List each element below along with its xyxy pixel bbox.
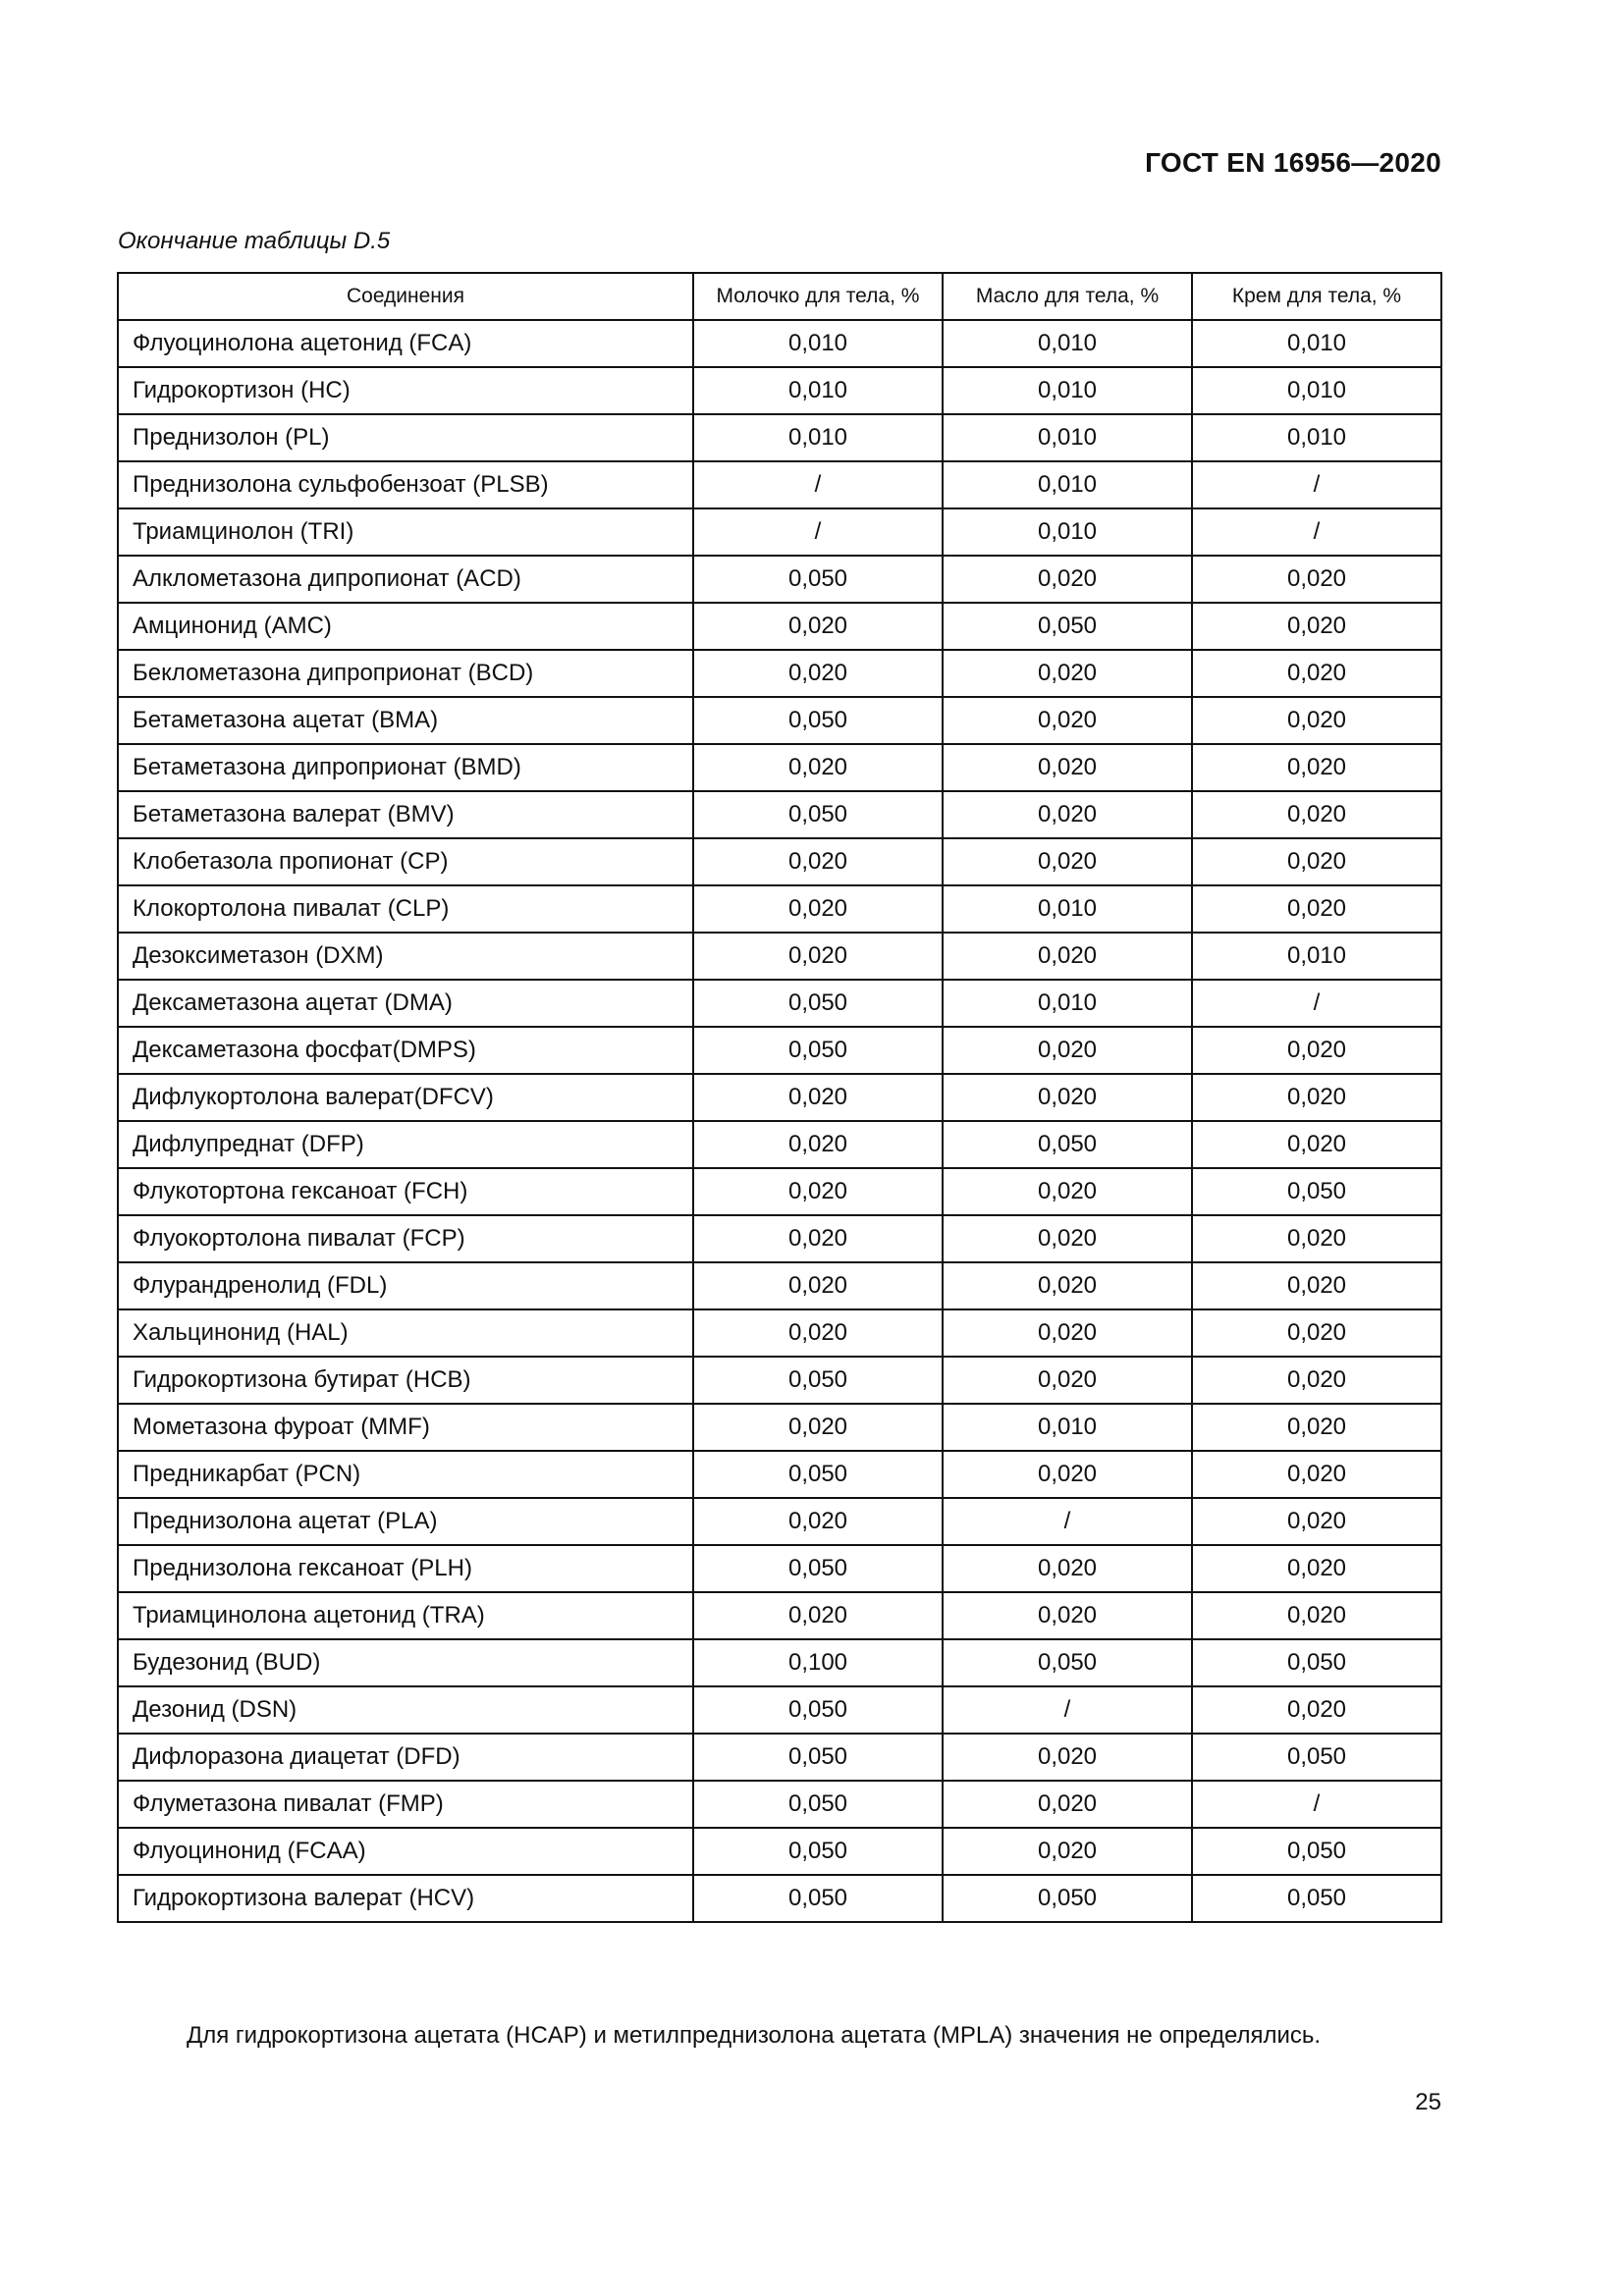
compound-name-cell: Триамцинолон (TRI)	[118, 508, 693, 556]
table-row	[118, 1357, 1441, 1404]
body-milk-value-cell: 0,050	[693, 1875, 943, 1922]
body-oil-value-cell: 0,020	[943, 1027, 1192, 1074]
compound-name-cell: Будезонид (BUD)	[118, 1639, 693, 1686]
body-oil-value-cell: 0,010	[943, 367, 1192, 414]
compound-name-cell: Флуоцинонид (FCAA)	[118, 1828, 693, 1875]
table-row	[118, 1875, 1441, 1922]
compound-name-cell: Флуоцинолона ацетонид (FCA)	[118, 320, 693, 367]
body-oil-value-cell: 0,020	[943, 791, 1192, 838]
body-oil-value-cell: 0,020	[943, 744, 1192, 791]
body-cream-value-cell: 0,020	[1192, 1592, 1441, 1639]
table-row	[118, 414, 1441, 461]
compound-name-cell: Дексаметазона ацетат (DMA)	[118, 980, 693, 1027]
body-cream-value-cell: 0,010	[1192, 367, 1441, 414]
compound-name-cell: Беклометазона дипроприонат (BCD)	[118, 650, 693, 697]
body-oil-value-cell: /	[943, 1686, 1192, 1734]
body-milk-value-cell: 0,050	[693, 556, 943, 603]
body-cream-value-cell: 0,010	[1192, 414, 1441, 461]
body-milk-value-cell: 0,020	[693, 650, 943, 697]
body-milk-value-cell: /	[693, 508, 943, 556]
body-milk-value-cell: 0,050	[693, 1451, 943, 1498]
body-cream-value-cell: 0,020	[1192, 697, 1441, 744]
body-oil-value-cell: 0,050	[943, 1121, 1192, 1168]
body-milk-value-cell: 0,020	[693, 1404, 943, 1451]
body-oil-value-cell: 0,020	[943, 1262, 1192, 1309]
body-cream-value-cell: 0,020	[1192, 791, 1441, 838]
body-oil-value-cell: 0,010	[943, 508, 1192, 556]
table-row	[118, 508, 1441, 556]
body-oil-value-cell: 0,050	[943, 603, 1192, 650]
body-oil-value-cell: 0,020	[943, 1309, 1192, 1357]
table-row	[118, 1121, 1441, 1168]
body-cream-value-cell: 0,020	[1192, 838, 1441, 885]
body-milk-value-cell: 0,020	[693, 1074, 943, 1121]
body-milk-value-cell: 0,050	[693, 1027, 943, 1074]
table-row	[118, 1592, 1441, 1639]
compound-name-cell: Предникарбат (PCN)	[118, 1451, 693, 1498]
body-cream-value-cell: 0,020	[1192, 650, 1441, 697]
body-milk-value-cell: 0,020	[693, 838, 943, 885]
compound-name-cell: Гидрокортизон (HC)	[118, 367, 693, 414]
body-milk-value-cell: 0,020	[693, 885, 943, 933]
body-oil-value-cell: 0,010	[943, 461, 1192, 508]
body-oil-value-cell: 0,020	[943, 1545, 1192, 1592]
body-oil-value-cell: 0,020	[943, 933, 1192, 980]
table-row	[118, 1639, 1441, 1686]
table-row	[118, 1828, 1441, 1875]
table-row	[118, 791, 1441, 838]
body-oil-value-cell: 0,020	[943, 1074, 1192, 1121]
compound-name-cell: Флурандренолид (FDL)	[118, 1262, 693, 1309]
body-milk-value-cell: 0,020	[693, 933, 943, 980]
body-milk-value-cell: 0,020	[693, 1168, 943, 1215]
table-row	[118, 461, 1441, 508]
body-milk-value-cell: 0,020	[693, 744, 943, 791]
body-milk-value-cell: 0,020	[693, 603, 943, 650]
compound-name-cell: Преднизолон (PL)	[118, 414, 693, 461]
body-oil-value-cell: 0,050	[943, 1875, 1192, 1922]
body-oil-value-cell: 0,010	[943, 1404, 1192, 1451]
compound-name-cell: Дифлупреднат (DFP)	[118, 1121, 693, 1168]
body-cream-value-cell: 0,020	[1192, 603, 1441, 650]
compound-name-cell: Флуметазона пивалат (FMP)	[118, 1781, 693, 1828]
body-oil-value-cell: 0,020	[943, 1734, 1192, 1781]
table-row	[118, 1309, 1441, 1357]
body-cream-value-cell: 0,050	[1192, 1168, 1441, 1215]
table-body	[118, 320, 1441, 1922]
body-milk-value-cell: 0,100	[693, 1639, 943, 1686]
compound-name-cell: Бетаметазона валерат (BMV)	[118, 791, 693, 838]
compound-name-cell: Мометазона фуроат (MMF)	[118, 1404, 693, 1451]
compound-name-cell: Гидрокортизона валерат (HCV)	[118, 1875, 693, 1922]
table-row	[118, 320, 1441, 367]
body-oil-value-cell: 0,020	[943, 650, 1192, 697]
body-cream-value-cell: 0,010	[1192, 320, 1441, 367]
body-oil-value-cell: 0,020	[943, 1215, 1192, 1262]
body-oil-value-cell: 0,010	[943, 885, 1192, 933]
compound-name-cell: Дифлоразона диацетат (DFD)	[118, 1734, 693, 1781]
body-cream-value-cell: 0,050	[1192, 1828, 1441, 1875]
body-cream-value-cell: 0,020	[1192, 556, 1441, 603]
table-row	[118, 1168, 1441, 1215]
body-milk-value-cell: 0,050	[693, 1828, 943, 1875]
body-cream-value-cell: 0,020	[1192, 1262, 1441, 1309]
body-oil-value-cell: 0,020	[943, 1592, 1192, 1639]
body-milk-value-cell: 0,050	[693, 1734, 943, 1781]
body-milk-value-cell: 0,020	[693, 1592, 943, 1639]
body-cream-value-cell: 0,020	[1192, 1215, 1441, 1262]
compound-name-cell: Флуокортолона пивалат (FCP)	[118, 1215, 693, 1262]
table-row	[118, 1734, 1441, 1781]
column-header-body-milk: Молочко для тела, %	[693, 273, 943, 320]
compound-name-cell: Дифлукортолона валерат(DFCV)	[118, 1074, 693, 1121]
body-oil-value-cell: 0,010	[943, 320, 1192, 367]
table-row	[118, 1781, 1441, 1828]
body-milk-value-cell: 0,020	[693, 1498, 943, 1545]
body-milk-value-cell: 0,010	[693, 414, 943, 461]
compound-name-cell: Дексаметазона фосфат(DMPS)	[118, 1027, 693, 1074]
body-oil-value-cell: 0,020	[943, 838, 1192, 885]
compound-name-cell: Гидрокортизона бутират (HCB)	[118, 1357, 693, 1404]
body-cream-value-cell: 0,020	[1192, 885, 1441, 933]
body-cream-value-cell: 0,020	[1192, 744, 1441, 791]
compound-name-cell: Клокортолона пивалат (CLP)	[118, 885, 693, 933]
body-cream-value-cell: 0,020	[1192, 1121, 1441, 1168]
body-cream-value-cell: 0,020	[1192, 1545, 1441, 1592]
body-milk-value-cell: 0,050	[693, 980, 943, 1027]
body-cream-value-cell: /	[1192, 461, 1441, 508]
body-cream-value-cell: 0,020	[1192, 1357, 1441, 1404]
body-oil-value-cell: 0,010	[943, 980, 1192, 1027]
column-header-body-cream: Крем для тела, %	[1192, 273, 1441, 320]
body-milk-value-cell: 0,020	[693, 1215, 943, 1262]
body-cream-value-cell: 0,020	[1192, 1451, 1441, 1498]
compound-name-cell: Преднизолона ацетат (PLA)	[118, 1498, 693, 1545]
body-cream-value-cell: /	[1192, 1781, 1441, 1828]
table-row	[118, 1545, 1441, 1592]
body-cream-value-cell: 0,010	[1192, 933, 1441, 980]
body-milk-value-cell: 0,050	[693, 1686, 943, 1734]
table-row	[118, 650, 1441, 697]
compound-name-cell: Алклометазона дипропионат (ACD)	[118, 556, 693, 603]
column-header-compound: Соединения	[118, 273, 693, 320]
compound-name-cell: Амцинонид (AMC)	[118, 603, 693, 650]
table-row	[118, 697, 1441, 744]
body-oil-value-cell: 0,050	[943, 1639, 1192, 1686]
table-row	[118, 1498, 1441, 1545]
column-header-body-oil: Масло для тела, %	[943, 273, 1192, 320]
body-cream-value-cell: 0,020	[1192, 1074, 1441, 1121]
table-row	[118, 556, 1441, 603]
table-row	[118, 1262, 1441, 1309]
table-row	[118, 1215, 1441, 1262]
body-cream-value-cell: 0,050	[1192, 1734, 1441, 1781]
body-milk-value-cell: 0,020	[693, 1309, 943, 1357]
body-milk-value-cell: 0,050	[693, 1357, 943, 1404]
table-footnote: Для гидрокортизона ацетата (HCAP) и метилпреднизолона ацетата (MPLA) значения не определялись.	[187, 2022, 1322, 2049]
body-cream-value-cell: 0,050	[1192, 1875, 1441, 1922]
body-milk-value-cell: 0,020	[693, 1262, 943, 1309]
body-oil-value-cell: 0,020	[943, 1781, 1192, 1828]
page-number: 25	[1415, 2089, 1441, 2115]
body-cream-value-cell: 0,020	[1192, 1309, 1441, 1357]
body-cream-value-cell: 0,020	[1192, 1404, 1441, 1451]
body-milk-value-cell: 0,050	[693, 697, 943, 744]
compound-name-cell: Клобетазола пропионат (CP)	[118, 838, 693, 885]
body-milk-value-cell: 0,050	[693, 1781, 943, 1828]
body-oil-value-cell: /	[943, 1498, 1192, 1545]
body-milk-value-cell: 0,010	[693, 320, 943, 367]
compound-name-cell: Дезонид (DSN)	[118, 1686, 693, 1734]
body-oil-value-cell: 0,020	[943, 556, 1192, 603]
body-cream-value-cell: 0,020	[1192, 1027, 1441, 1074]
body-oil-value-cell: 0,020	[943, 1828, 1192, 1875]
body-oil-value-cell: 0,020	[943, 697, 1192, 744]
compound-name-cell: Бетаметазона дипроприонат (BMD)	[118, 744, 693, 791]
body-cream-value-cell: 0,020	[1192, 1498, 1441, 1545]
compound-name-cell: Бетаметазона ацетат (BMA)	[118, 697, 693, 744]
compound-name-cell: Дезоксиметазон (DXM)	[118, 933, 693, 980]
body-oil-value-cell: 0,020	[943, 1168, 1192, 1215]
table-row	[118, 1686, 1441, 1734]
table-row	[118, 744, 1441, 791]
table-header	[118, 273, 1441, 320]
body-oil-value-cell: 0,020	[943, 1357, 1192, 1404]
body-cream-value-cell: 0,050	[1192, 1639, 1441, 1686]
table-row	[118, 980, 1441, 1027]
document-code: ГОСТ EN 16956—2020	[1145, 147, 1441, 178]
header-row	[118, 273, 1441, 320]
body-cream-value-cell: /	[1192, 980, 1441, 1027]
table-row	[118, 933, 1441, 980]
compound-name-cell: Преднизолона гексаноат (PLH)	[118, 1545, 693, 1592]
table-row	[118, 367, 1441, 414]
table-caption: Окончание таблицы D.5	[118, 228, 391, 254]
body-cream-value-cell: /	[1192, 508, 1441, 556]
table-row	[118, 885, 1441, 933]
table-row	[118, 1074, 1441, 1121]
compound-name-cell: Триамцинолона ацетонид (TRA)	[118, 1592, 693, 1639]
body-milk-value-cell: 0,050	[693, 1545, 943, 1592]
body-cream-value-cell: 0,020	[1192, 1686, 1441, 1734]
body-milk-value-cell: /	[693, 461, 943, 508]
table-row	[118, 1027, 1441, 1074]
body-oil-value-cell: 0,010	[943, 414, 1192, 461]
body-milk-value-cell: 0,010	[693, 367, 943, 414]
compound-name-cell: Хальцинонид (HAL)	[118, 1309, 693, 1357]
table-row	[118, 1451, 1441, 1498]
body-oil-value-cell: 0,020	[943, 1451, 1192, 1498]
compound-name-cell: Преднизолона сульфобензоат (PLSB)	[118, 461, 693, 508]
table-row	[118, 838, 1441, 885]
compound-name-cell: Флукотортона гексаноат (FCH)	[118, 1168, 693, 1215]
data-table	[117, 272, 1442, 1923]
table-row	[118, 1404, 1441, 1451]
table-row	[118, 603, 1441, 650]
body-milk-value-cell: 0,050	[693, 791, 943, 838]
body-milk-value-cell: 0,020	[693, 1121, 943, 1168]
